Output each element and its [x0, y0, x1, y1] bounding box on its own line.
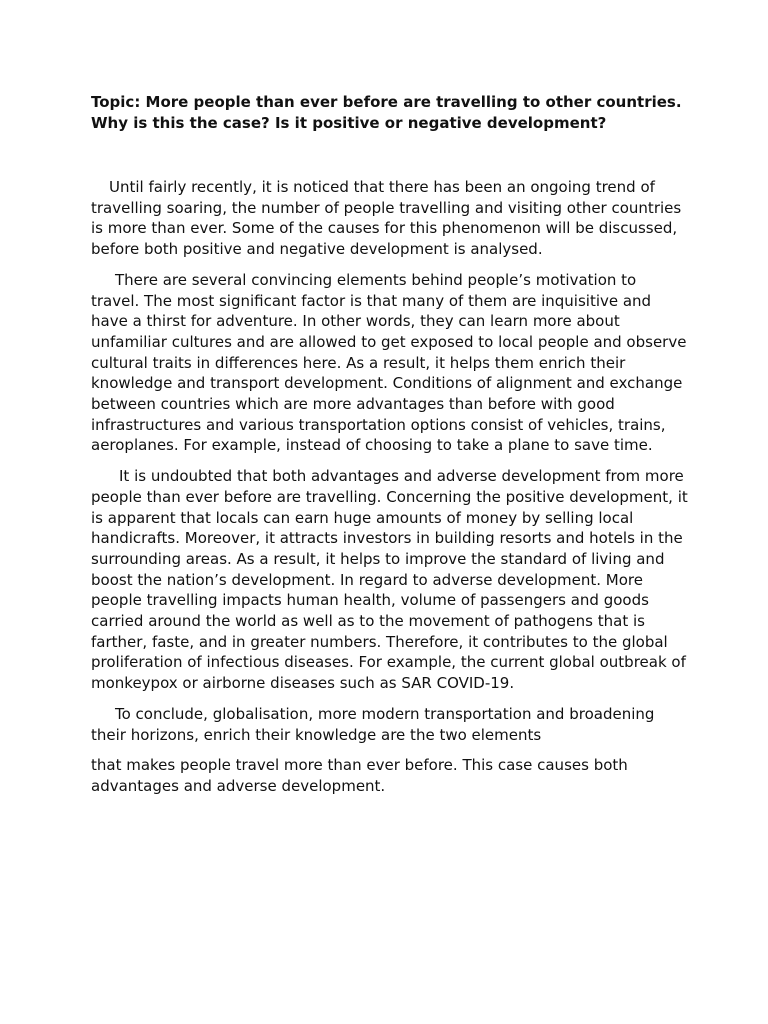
paragraph-introduction: Until fairly recently, it is noticed that there has been an ongoing trend of travelling soaring, the number of people travelling and visiting other countries is more than ever. Some of the causes for this phenomenon will be discussed, before both positive and negative development is analysed. — [91, 178, 682, 259]
paragraph-effects: It is undoubted that both advantages and adverse development from more people than ever before are travelling. Concerning the positive development, it is apparent that locals can earn huge amounts of money by selling local handicrafts. Moreover, it attracts investors in building resorts and hotels in the surrounding areas. As a result, it helps to improve the standard of living and boost the nation’s development. In regard to adverse development. More people travelling impacts human health, volume of passengers and goods carried around the world as well as to the movement of pathogens that is farther, faste, and in greater numbers. Therefore, it contributes to the global proliferation of infectious diseases. For example, the current global outbreak of monkeypox or airborne diseases such as SAR COVID-19. — [91, 467, 688, 693]
paragraph-conclusion-continued: that makes people travel more than ever before. This case causes both advantages and adverse development. — [91, 756, 628, 795]
topic-heading: Topic: More people than ever before are travelling to other countries. Why is this the case? Is it positive or negative development? — [91, 93, 682, 132]
paragraph-causes: There are several convincing elements behind people’s motivation to travel. The most significant factor is that many of them are inquisitive and have a thirst for adventure. In other words, they can learn more about unfamiliar cultures and are allowed to get exposed to local people and observe cultural traits in differences here. As a result, it helps them enrich their knowledge and transport development. Conditions of alignment and exchange between countries which are more advantages than before with good infrastructures and various transportation options consist of vehicles, trains, aeroplanes. For example, instead of choosing to take a plane to save time. — [91, 270, 687, 455]
paragraph-conclusion: To conclude, globalisation, more modern transportation and broadening their horizons, enrich their knowledge are the two elements — [91, 704, 655, 744]
document-page — [91, 92, 689, 797]
